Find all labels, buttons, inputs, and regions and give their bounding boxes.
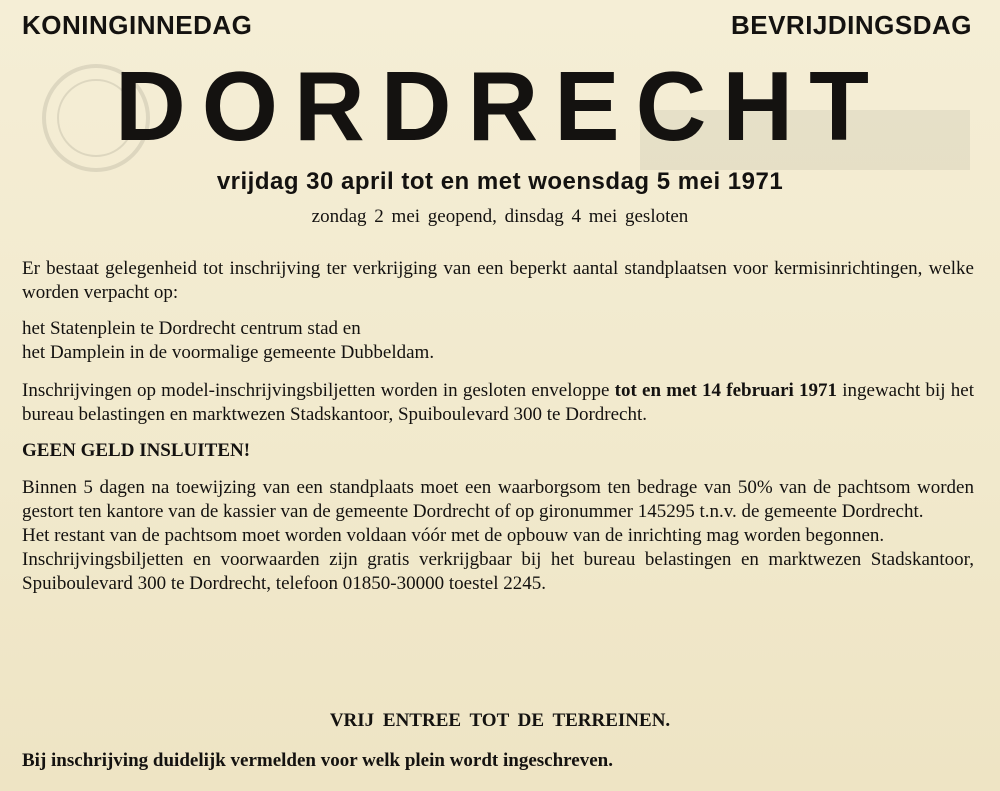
registration-deadline: tot en met 14 februari 1971 [614, 380, 838, 401]
header-right: BEVRIJDINGSDAG [730, 10, 972, 40]
location-statenplein: het Statenplein te Dordrecht centrum stad en [22, 318, 361, 339]
location-damplein: het Damplein in de voormalige gemeente Dubbeldam. [22, 342, 435, 363]
footer-instruction: Bij inschrijving duidelijk vermelden voor welk plein wordt ingeschreven. [22, 750, 613, 771]
announcement-body [22, 257, 974, 596]
registration-text-start: Inschrijvingen op model-inschrijvingsbiljetten worden in gesloten enveloppe [22, 380, 610, 401]
no-money-warning: GEEN GELD INSLUITEN! [22, 440, 251, 461]
deposit-paragraph: Binnen 5 dagen na toewijzing van een standplaats moet een waarborgsom ten bedrage van 50% van de pachtsom worden gestort ten kantore van de kassier van de gemeente Dordrecht of op gironummer 145295 t.n.v. de gemeente Dordrecht. [22, 477, 974, 522]
page-title: DORDRECHT [114, 51, 886, 161]
event-dates: vrijdag 30 april tot en met woensdag 5 mei 1971 [216, 168, 784, 195]
free-entry-notice: VRIJ ENTREE TOT DE TERREINEN. [329, 710, 671, 731]
locations-paragraph [22, 317, 974, 365]
forms-paragraph: Inschrijvingsbiljetten en voorwaarden zijn gratis verkrijgbaar bij het bureau belastingen en marktwezen Stadskantoor, Spuiboulevard 300 te Dordrecht, telefoon 01850-30000 toestel 2245. [22, 549, 974, 594]
header-left: KONINGINNEDAG [22, 10, 253, 40]
remainder-paragraph: Het restant van de pachtsom moet worden voldaan vóór met de opbouw van de inrichting mag worden begonnen. [22, 525, 885, 546]
event-subdates: zondag 2 mei geopend, dinsdag 4 mei gesloten [311, 206, 689, 227]
intro-paragraph: Er bestaat gelegenheid tot inschrijving ter verkrijging van een beperkt aantal standplaatsen voor kermisinrichtingen, welke worden verpacht op: [22, 258, 974, 303]
registration-text-end: ingewacht bij het bureau belastingen en marktwezen Stadskantoor, Spuiboulevard 300 te Dordrecht. [22, 380, 975, 425]
registration-paragraph [22, 379, 974, 427]
